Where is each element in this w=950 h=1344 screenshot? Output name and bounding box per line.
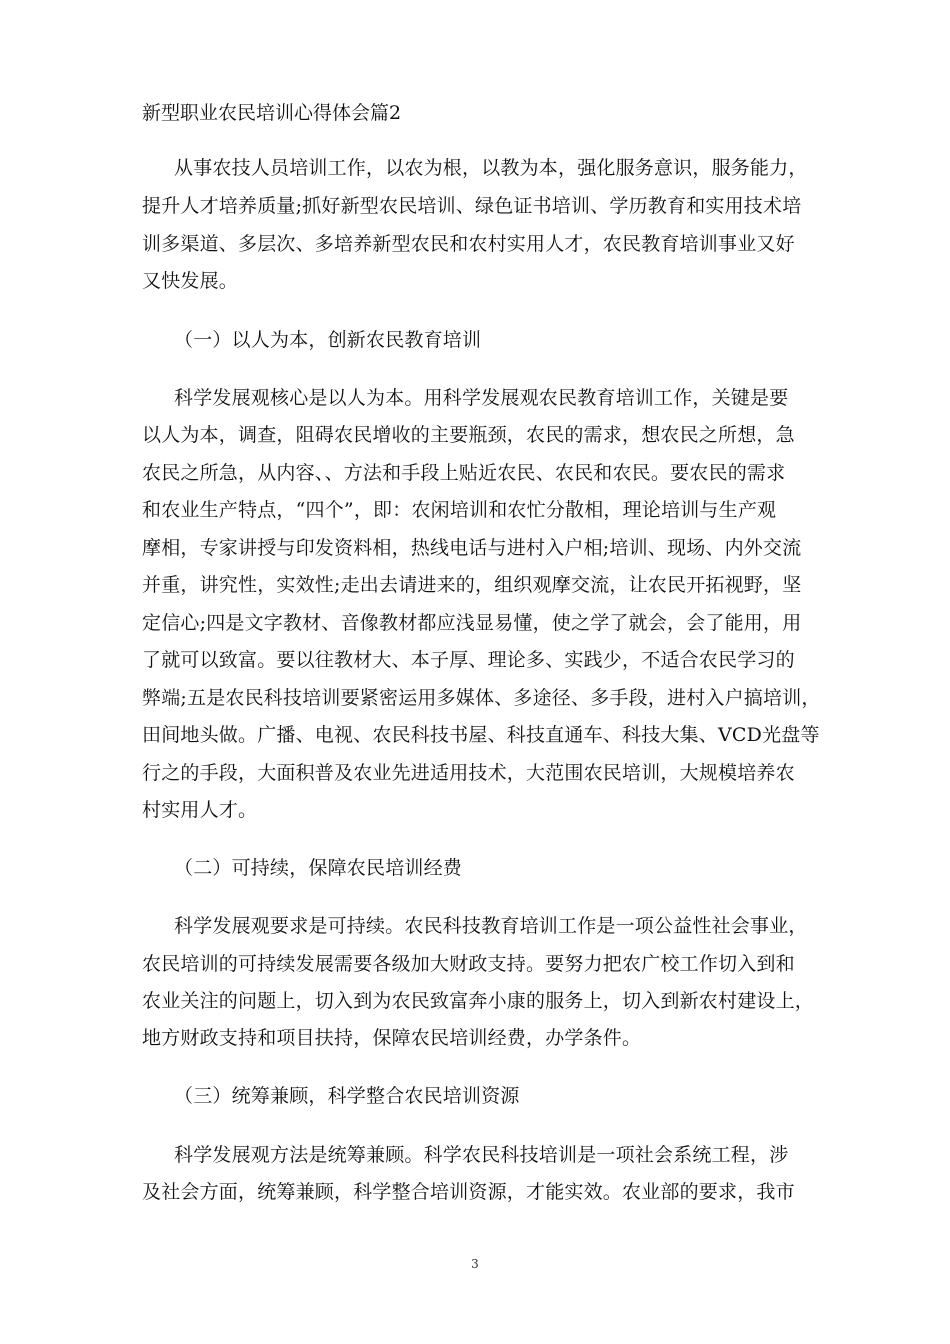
paragraph-line: 科学发展观方法是统筹兼顾。科学农民科技培训是一项社会系统工程，涉 (174, 1144, 789, 1166)
paragraph-line: 又快发展。 (142, 270, 239, 292)
paragraph-line: 并重，讲究性，实效性;走出去请进来的，组织观摩交流，让农民开拓视野，坚 (142, 574, 802, 596)
paragraph-line: 农民之所急，从内容、、方法和手段上贴近农民、农民和农民。要农民的需求 (142, 462, 786, 484)
paragraph-line: 地方财政支持和项目扶持，保障农民培训经费，办学条件。 (142, 1027, 642, 1049)
section-heading: （一）以人为本，创新农民教育培训 (174, 329, 482, 351)
paragraph-line: 提升人才培养质量;抓好新型农民培训、绿色证书培训、学历教育和实用技术培 (142, 195, 802, 217)
paragraph-line: 农民培训的可持续发展需要各级加大财政支持。要努力把农广校工作切入到和 (142, 953, 795, 975)
page-number: 3 (471, 1257, 479, 1271)
paragraph-line: 了就可以致富。要以往教材大、本子厚、理论多、实践少，不适合农民学习的 (142, 649, 795, 671)
section-heading: （二）可持续，保障农民培训经费 (174, 857, 463, 879)
paragraph-line: 定信心;四是文字教材、音像教材都应浅显易懂，使之学了就会，会了能用，用 (142, 612, 802, 634)
paragraph-line: 行之的手段，大面积普及农业先进适用技术，大范围农民培训，大规模培养农 (142, 762, 795, 784)
paragraph-line: 科学发展观核心是以人为本。用科学发展观农民教育培训工作，关键是要 (174, 387, 789, 409)
paragraph-line: 以人为本，调查，阻碍农民增收的主要瓶颈，农民的需求，想农民之所想，急 (142, 424, 795, 446)
section-heading: （三）统筹兼顾，科学整合农民培训资源 (174, 1085, 520, 1107)
paragraph-line: 田间地头做。广播、电视、农民科技书屋、科技直通车、科技大集、VCD光盘等 (142, 724, 820, 746)
paragraph-line: 摩相，专家讲授与印发资料相，热线电话与进村入户相;培训、现场、内外交流 (142, 537, 802, 559)
paragraph-line: 及社会方面，统筹兼顾，科学整合培训资源，才能实效。农业部的要求，我市 (142, 1181, 795, 1203)
paragraph-line: 农业关注的问题上，切入到为农民致富奔小康的服务上，切入到新农村建设上， (142, 990, 815, 1012)
paragraph-line: 从事农技人员培训工作，以农为根，以教为本，强化服务意识，服务能力， (174, 157, 808, 179)
paragraph-line: 弊端;五是农民科技培训要紧密运用多媒体、多途径、多手段，进村入户搞培训， (142, 687, 821, 709)
paragraph-line: 训多渠道、多层次、多培养新型农民和农村实用人才，农民教育培训事业又好 (142, 233, 795, 255)
paragraph-line: 科学发展观要求是可持续。农民科技教育培训工作是一项公益性社会事业， (174, 915, 808, 937)
document-title: 新型职业农民培训心得体会篇2 (142, 102, 402, 124)
paragraph-line: 和农业生产特点，“四个”，即：农闲培训和农忙分散相，理论培训与生产观 (142, 499, 777, 521)
paragraph-line: 村实用人才。 (142, 799, 258, 821)
